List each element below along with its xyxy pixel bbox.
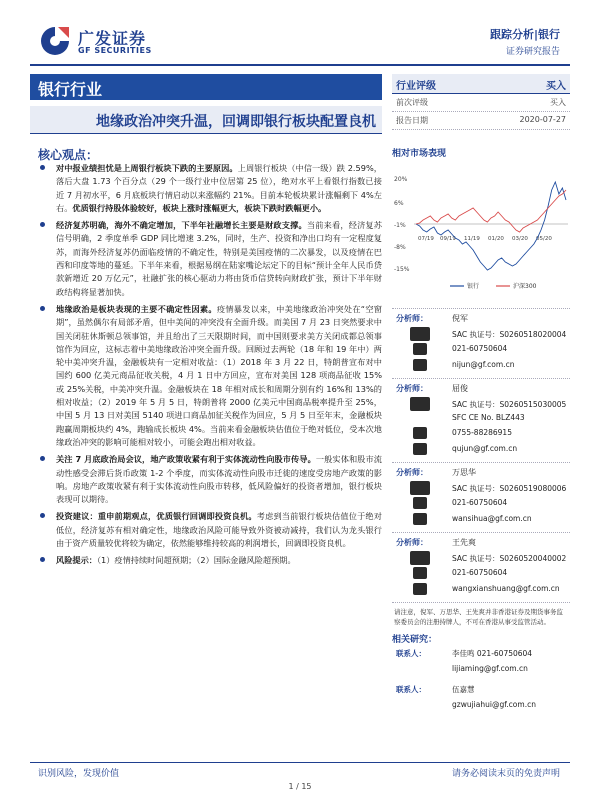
paragraph-body: 一般实体和股市流动性感受会滞后货币政策 1-2 个季度，而实体流动性向股市迁徙的速度受房地产政策的影响。房地产政策收紧有利于实体流动性向股市转移，低风险偏好的投资者增加，银行板块表现可以期待。 (56, 454, 382, 505)
contact2-label: 联系人： (396, 685, 426, 694)
legend-index-label: 沪深300 (513, 283, 537, 290)
logo-en-text: GF SECURITIES (78, 46, 152, 55)
certificate-icon (410, 397, 430, 411)
contact2-email[interactable]: gzwujiahui@gf.com.cn (452, 700, 536, 709)
analyst-sac-number: SAC 执证号：S0260519080006 (452, 484, 567, 493)
analyst-sac-number: SAC 执证号：S0260518020004 (452, 330, 567, 339)
header-divider (30, 64, 570, 66)
bullet-icon (40, 306, 45, 311)
paragraph-emphasis: 优质银行持股体验较好，板块上涨时涨幅更大，板块下跌时跌幅更小。 (72, 202, 327, 213)
contact-label: 联系人： (396, 649, 426, 658)
x-tick-label: 01/20 (488, 236, 504, 242)
contact1-name-phone: 李佳鸣 021-60750604 (452, 649, 533, 658)
industry-title: 银行行业 (38, 80, 103, 99)
analyst-email[interactable]: nijun@gf.com.cn (452, 360, 515, 369)
related-title: 相关研究： (392, 635, 438, 645)
x-tick-label: 03/20 (512, 236, 528, 242)
x-tick-label: 07/19 (418, 236, 434, 242)
y-tick-label: 20% (394, 176, 408, 183)
core-paragraph (30, 554, 382, 567)
analyst-email[interactable]: wansihua@gf.com.cn (452, 514, 532, 523)
analyst-name: 王先爽 (452, 538, 476, 547)
paragraph-lead: 经济复苏明确，海外不确定增加，下半年社融增长主要是财政支撑。 (56, 220, 307, 231)
email-icon (413, 513, 427, 525)
report-type-label: 证券研究报告 (505, 47, 560, 57)
footer-divider (30, 762, 570, 763)
gf-logo-icon (38, 24, 72, 58)
bullet-icon (40, 222, 45, 227)
market-chart (392, 160, 570, 300)
core-paragraph (30, 303, 382, 449)
bullet-icon (40, 557, 45, 562)
prev-rating-row (392, 94, 570, 112)
phone-icon (413, 567, 427, 579)
paragraph-body: 考虑到当前银行板块估值位于绝对低位，经济复苏有相对确定性，地缘政治风险可能导致外资被动减持，我们认为龙头银行由于资产质量较优将较为确定，依然能够维持较高的利润增长，回调即投资良机。 (56, 511, 382, 549)
paragraph-lead: 投资建议：重申前期观点，优质银行回调即投资良机。 (56, 511, 257, 522)
x-tick-label: 11/19 (464, 236, 480, 242)
analyst-label: 分析师： (396, 468, 428, 477)
industry-title-bar (30, 74, 382, 100)
analyst-card (392, 532, 570, 602)
phone-icon (413, 343, 427, 355)
rating-box (392, 74, 570, 130)
paragraph-lead: 关注 7 月底政治局会议，地产政策收紧有利于实体流动性向股市传导。 (56, 454, 316, 465)
analyst-label: 分析师： (396, 538, 428, 547)
report-headline: 地缘政治冲突升温，回调即银行板块配置良机 (96, 114, 376, 130)
paragraph-lead: 风险提示： (56, 555, 97, 566)
report-date-label: 报告日期 (396, 116, 428, 125)
paragraph-body: 疫情暴发以来，中美地缘政治冲突处在“空窗期”，虽然偶尔有局部矛盾，但中美间的冲突没有全面升级。而美国 7 月 23 日突然要求中国关闭驻休斯顿总领事馆，并且给出了三天限期时间，而中国则要求美方关闭成都总领事馆作为回应，这标志着中美地缘政治冲突全面升级。回顾过去两轮（18 年和 19 年中）两轮中美冲突升温，金融板块有一定相对收益：（1）2018 年 3 月 22 日，特朗普宣布对中国约 600 亿美元商品征收关税，4 月 1 日中方回应，宣布对美国 128 项商品征收 15%或 25%关税，中美冲突升温。金融板块在 18 年相对成长和周期分别有约 16%和 13%的相对收益；（2）2019 年 5 月 5 日，特朗普将 2000 亿美元中国商品税率提升至 25%，中国 5 月 13 日对美国 5140 项进口商品加征关税作为回应，5 月 5 日至年末，金融板块跑赢周期板块约 4%，跑输成长板块 4%。当前来看金融板块估值位于绝对低位，受本次地缘政治冲突的影响可能相对较小，可能会跑出相对收益。 (56, 303, 382, 447)
certificate-icon (410, 481, 430, 495)
footer-slogan: 识别风险，发现价值 (38, 769, 120, 779)
page-number: 1 / 15 (288, 782, 312, 791)
analyst-name: 屈俊 (452, 384, 468, 393)
x-tick-label: 05/20 (536, 236, 552, 242)
analyst-disclaimer: 请注意，倪军、万思华、王先爽并非香港证券及期货事务监察委员会的注册持牌人，不可在香港从事受监管活动。 (392, 602, 570, 631)
prev-rating-value: 买入 (550, 98, 566, 107)
core-content (30, 162, 382, 572)
headline-bar (30, 106, 382, 134)
y-tick-label: -15% (394, 266, 410, 273)
contact2-name: 伍嘉慧 (452, 685, 475, 694)
y-tick-label: -1% (394, 222, 406, 229)
prev-rating-label: 前次评级 (396, 98, 428, 107)
analyst-label: 分析师： (396, 314, 428, 323)
email-icon (413, 443, 427, 455)
phone-icon (413, 427, 427, 439)
report-date-value: 2020-07-27 (519, 115, 566, 124)
email-icon (413, 359, 427, 371)
company-logo (38, 24, 168, 58)
certificate-icon (410, 327, 430, 341)
analyst-sac-number: SAC 执证号：S0260520040002 (452, 554, 567, 563)
bullet-icon (40, 165, 45, 170)
analyst-email[interactable]: wangxianshuang@gf.com.cn (452, 584, 560, 593)
rating-label: 行业评级 (396, 81, 436, 92)
paragraph-body: 当前来看，经济复苏信号明确，2 季度单季 GDP 同比增速 3.2%，同时，生产、投资和净出口均有一定程度复苏，而海外经济复苏仍面临疫情的不确定性，特别是美国疫情的二次暴发，以及疫情在巴西和印度等地的蔓延。下半年来看，根据易纲在陆家嘴论坛定下的目标“预计全年人民币贷款新增近 20 万亿元”，社融扩张的核心驱动力将由货币信贷转向财政扩张，预计下半年财政结构将显著加快。 (56, 220, 382, 297)
rating-row (392, 74, 570, 94)
bullet-icon (40, 456, 45, 461)
analysts-list (392, 308, 570, 631)
analyst-card (392, 308, 570, 378)
analyst-name: 万思华 (452, 468, 476, 477)
rating-value: 买入 (546, 81, 566, 92)
certificate-icon (410, 551, 430, 565)
y-tick-label: -8% (394, 244, 406, 251)
track-label: 跟踪分析|银行 (489, 28, 560, 41)
analyst-sfc-number: SFC CE No. BLZ443 (452, 413, 525, 422)
legend-bank-label: 银行 (467, 283, 480, 290)
report-date-row (392, 112, 570, 130)
footer-disclaimer-note: 请务必阅读末页的免责声明 (451, 769, 560, 779)
phone-icon (413, 497, 427, 509)
bank-series-line (416, 182, 566, 270)
core-paragraph (30, 162, 382, 215)
analyst-phone[interactable]: 021-60750604 (452, 498, 508, 507)
email-icon (413, 583, 427, 595)
core-paragraph (30, 510, 382, 550)
analyst-phone[interactable]: 021-60750604 (452, 344, 508, 353)
contact1-email[interactable]: lijiaming@gf.com.cn (452, 664, 528, 673)
logo-cn-text: 广发证券 (78, 29, 147, 48)
index-series-line (416, 190, 566, 232)
core-paragraph (30, 219, 382, 299)
analyst-email[interactable]: qujun@gf.com.cn (452, 444, 518, 453)
analyst-phone[interactable]: 021-60750604 (452, 568, 508, 577)
analyst-phone[interactable]: 0755-88286915 (452, 428, 512, 437)
analyst-name: 倪军 (452, 314, 468, 323)
x-tick-label: 09/19 (440, 236, 456, 242)
paragraph-lead: 对中报业绩担忧是上周银行板块下跌的主要原因。 (56, 163, 238, 173)
analyst-label: 分析师： (396, 384, 428, 393)
analyst-sac-number: SAC 执证号：S0260515030005 (452, 400, 567, 409)
paragraph-body: （1）疫情持续时间超预期；（2）国际金融风险超预期。 (96, 555, 296, 566)
paragraph-lead: 地缘政治是板块表现的主要不确定性因素。 (56, 303, 217, 314)
y-tick-label: 6% (394, 200, 404, 207)
market-title: 相对市场表现 (392, 149, 447, 159)
analyst-card (392, 378, 570, 462)
paragraph-body: 上周银行板块（中信一级）跌 2.59%，落后大盘 1.73 个百分点（29 个一级行业中位居第 25 位），绝对水平上看银行指数已接近 7 月初水平，6 月底板块行情启动以来涨幅约 21%。目前本轮板块累计涨幅剩下 4%左右。 (56, 163, 382, 213)
core-title: 核心观点： (38, 148, 99, 162)
core-paragraph (30, 453, 382, 506)
bullet-icon (40, 513, 45, 518)
analyst-card (392, 462, 570, 532)
